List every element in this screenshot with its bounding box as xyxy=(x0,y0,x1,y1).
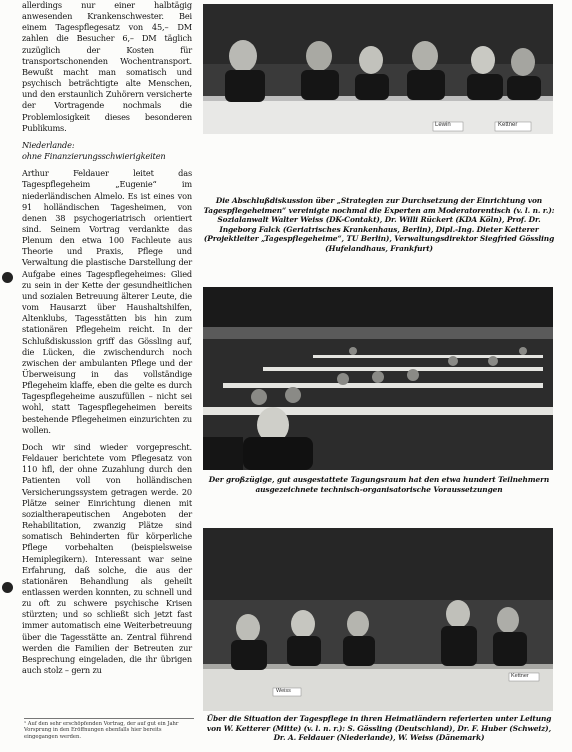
caption-podium-discussion: Die Abschlußdiskussion über „Strategien zur Durchsetzung der Einrichtung von Tagespflegeheimen“ vereinigte nochmal die Experten am Moderatorentisch (v. l. n. r.): Sozialanwalt Walter Weiss (DK-Contakt), Dr. Willi Rückert (KDA Köln), Prof. Dr. Ingeborg Falck (Geriatrisches Krankenhaus, Berlin), Dipl.-Ing. Dieter Ketterer (Projektleiter „Tagespflegeheime“, TU Berlin), Verwaltungsdirektor Siegfried Gössling (Hufelandhaus, Frankfurt) xyxy=(203,196,555,253)
name-sign: Kettner xyxy=(511,673,529,679)
punch-hole xyxy=(2,582,13,593)
name-sign: Lewin xyxy=(435,122,451,128)
left-text-column xyxy=(22,0,192,676)
caption-country-reports: Über die Situation der Tagespflege in ihren Heimatländern referierten unter Leitung von W. Ketterer (Mitte) (v. l. n. r.): S. Gössling (Deutschland), Dr. F. Huber (Schweiz), Dr. A. Feldauer (Niederlande), W. Weiss (Dänemark) xyxy=(206,714,552,742)
name-sign: Weiss xyxy=(276,688,291,694)
section-heading-line1: Niederlande: xyxy=(22,139,75,150)
section-heading xyxy=(22,140,192,162)
photo-conference-hall xyxy=(203,287,553,470)
intro-paragraph: allerdings nur einer halbtägig anwesenden Krankenschwester. Bei einem Tagespflegesatz von 45,– DM zahlen die Besucher 6,– DM täglich zuzüglich der Kosten für transportschonenden Wochentransport. Bewußt macht man somatisch und psychisch beträchtigte alte Menschen, und den erstaunlich Zuhörern versicherte der Vortragende nochmals die Problemlosigkeit dieses besonderen Publikums. xyxy=(22,0,192,133)
photo-podium-discussion xyxy=(203,4,553,134)
name-sign: Kettner xyxy=(498,122,518,128)
section-heading-line2: ohne Finanzierungsschwierigkeiten xyxy=(22,151,166,162)
pflegesatz-paragraph: Doch wir sind wieder vorgeprescht. Feldauer berichtete vom Pflegesatz von 110 hfl, der ohne Zuzahlung durch den Patienten voll von holländischen Versicherungssystem getragen werde. 20 Plätze seiner Einrichtung dienen mit sozialtherapeutischen Angeboten der Rehabilitation, zwanzig Plätze sind somatisch Behinderten für körperliche Pflege vorbehalten (beispielsweise Hemiplegikern). Interessant war seine Erfahrung, daß solche, die aus der stationären Behandlung als geheilt entlassen werden konnten, zu schnell und zu oft zu schwere psychische Krisen stürzten; und so schließt sich jetzt fast immer automatisch eine Weiterbetreuung über die Tagesstätte an. Zentral führend werden die Familien der Betreuten zur Besprechung eingeladen, die ihr übrigen auch stolz – gern zu xyxy=(22,441,192,676)
footnote: ¹ Auf den sehr erschöpfenden Vortrag, der auf gut ein Jahr Vorsprung in den Eröffnungen ebenfalls hier bereits eingegangen werden. xyxy=(24,718,194,740)
punch-hole xyxy=(2,272,13,283)
feldauer-paragraph: Arthur Feldauer leitet das Tagespflegeheim „Eugenie“ im niederländischen Almelo. Es ist eines von 91 holländischen Tagesheimen, von denen 38 psychogeriatrisch orientiert sind. Seinem Vortrag verdankte das Plenum den etwa 100 Fachleute aus Theorie und Praxis, Pflege und Verwaltung die plastische Darstellung der Aufgabe eines Tagespflegeheimes: Glied zu sein in der Kette der gesundheitlichen und sozialen Betreuung älterer Leute, die vom Hausarzt über Haushaltshilfen, Altenklubs, Tagesstätten bis hin zum stationären Pflegeheim reicht. In der Schlußdiskussion griff das Gössling auf, die Lücken, die zwischendurch noch zwischen der ambulanten Pflege und der Überweisung in das vollständige Pflegeheim klaffe, eben die gelte es durch Tagespflegeheime auszufüllen – nicht sei wohl, statt Tagespflegeheimen bereits bestehende Pflegeheimen einzurichten zu wollen. xyxy=(22,168,192,435)
caption-conference-hall: Der großzügige, gut ausgestattete Tagungsraum hat den etwa hundert Teilnehmern ausgezeichnete technisch-organisatorische Voraussetzungen xyxy=(208,475,550,494)
photo-country-reports xyxy=(203,528,553,711)
